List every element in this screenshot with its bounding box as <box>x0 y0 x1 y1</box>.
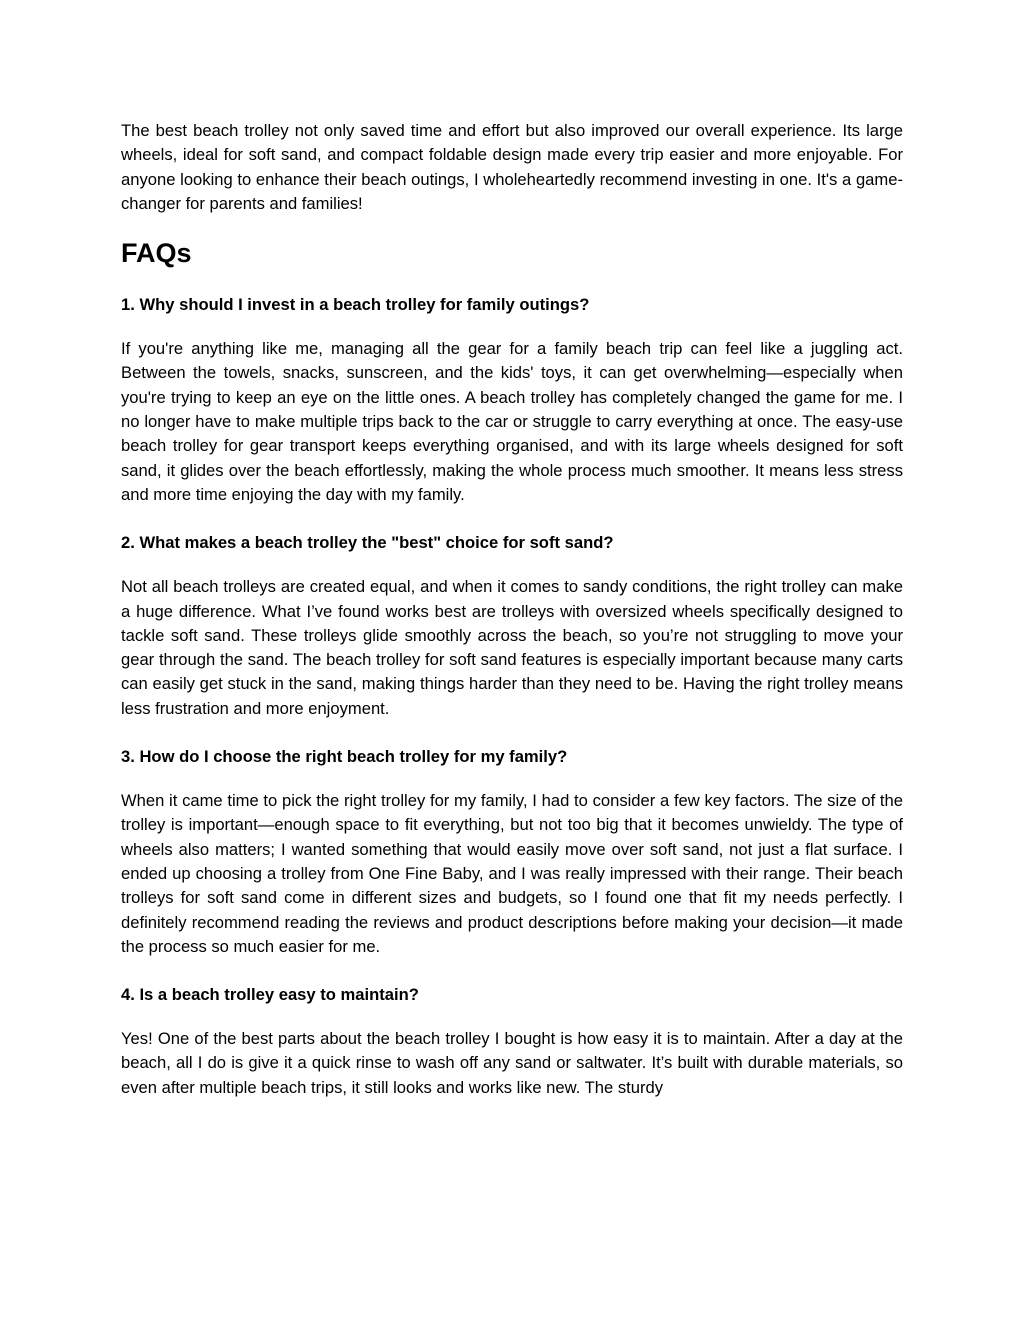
faq-item <box>121 745 903 959</box>
faq-item <box>121 293 903 507</box>
faq-question: 4. Is a beach trolley easy to maintain? <box>121 985 419 1005</box>
faq-heading: FAQs <box>121 238 192 269</box>
faq-question: 1. Why should I invest in a beach trolley for family outings? <box>121 295 590 315</box>
faq-answer: When it came time to pick the right trolley for my family, I had to consider a few key factors. The size of the trolley is important—enough space to fit everything, but not too big that it becomes unwieldy. The type of wheels also matters; I wanted something that would easily move over soft sand, not just a flat surface. I ended up choosing a trolley from One Fine Baby, and I was really impressed with their range. Their beach trolleys for soft sand come in different sizes and budgets, so I found one that fit my needs perfectly. I definitely recommend reading the reviews and product descriptions before making your decision—it made the process so much easier for me. <box>121 791 903 956</box>
document-page <box>121 119 903 1100</box>
faq-answer: Yes! One of the best parts about the beach trolley I bought is how easy it is to maintain. After a day at the beach, all I do is give it a quick rinse to wash off any sand or saltwater. It’s built with durable materials, so even after multiple beach trips, it still looks and works like new. The sturdy <box>121 1029 903 1097</box>
faq-item <box>121 531 903 721</box>
faq-answer: Not all beach trolleys are created equal, and when it comes to sandy conditions, the right trolley can make a huge difference. What I’ve found works best are trolleys with oversized wheels specifically designed to tackle soft sand. These trolleys glide smoothly across the beach, so you’re not struggling to move your gear through the sand. The beach trolley for soft sand features is especially important because many carts can easily get stuck in the sand, making things harder than they need to be. Having the right trolley means less frustration and more enjoyment. <box>121 577 903 718</box>
faq-item <box>121 983 903 1100</box>
faq-question: 2. What makes a beach trolley the "best" choice for soft sand? <box>121 533 614 553</box>
intro-paragraph: The best beach trolley not only saved time and effort but also improved our overall experience. Its large wheels, ideal for soft sand, and compact foldable design made every trip easier and more enjoyable. For anyone looking to enhance their beach outings, I wholeheartedly recommend investing in one. It's a game-changer for parents and families! <box>121 121 903 213</box>
faq-answer: If you're anything like me, managing all the gear for a family beach trip can feel like a juggling act. Between the towels, snacks, sunscreen, and the kids' toys, it can get overwhelming—especially when you're trying to keep an eye on the little ones. A beach trolley has completely changed the game for me. I no longer have to make multiple trips back to the car or struggle to carry everything at once. The easy-use beach trolley for gear transport keeps everything organised, and with its large wheels designed for soft sand, it glides over the beach effortlessly, making the whole process much smoother. It means less stress and more time enjoying the day with my family. <box>121 339 903 504</box>
faq-question: 3. How do I choose the right beach trolley for my family? <box>121 747 568 767</box>
